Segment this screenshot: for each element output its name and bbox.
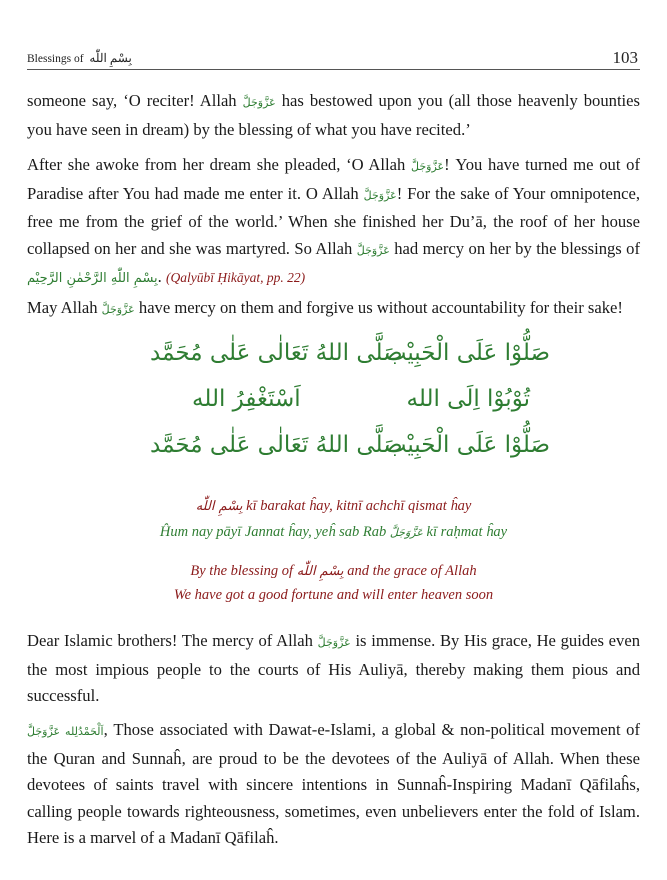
p2-text-e: . <box>157 267 166 286</box>
verse-bismillah: بِسْمِ اللّٰه <box>195 499 243 514</box>
verse-en-2: We have got a good fortune and will enter heaven soon <box>173 587 494 603</box>
salat-row-3 <box>150 432 550 472</box>
p3-text-b: have mercy on them and forgive us without accountability for their sake! <box>134 298 623 317</box>
honorific: عَزَّوَجَلَّ <box>101 303 135 316</box>
paragraph-1 <box>27 88 640 143</box>
verse-en-1-a: By the blessing of <box>190 563 297 579</box>
salat-block <box>150 340 550 475</box>
page-number: 103 <box>612 48 638 67</box>
p5-text-a: , Those associated with Dawat-e-Islami, a global & non-political movement of the Quran and Sunnaĥ, are proud to be the devotees of the Auliyā of Allah. When these devotees of saints travel with sincere intentions in Sunnaĥ-Inspiring Madanī Qāfilaĥs, calling people towards righteousness, sometimes, even unbelievers enter the fold of Islam. Here is a marvel of a Madanī Qāfilaĥ. <box>27 720 641 847</box>
alhamdulillah-inline: اَلْحَمْدُلِله عَزَّوَجَلَّ <box>27 725 104 738</box>
p3-text-a: May Allah <box>27 298 102 317</box>
salat-row-2 <box>150 386 550 426</box>
salat-response: صَلَّى اللهُ تَعَالٰى عَلٰى مُحَمَّد <box>150 432 403 458</box>
verse-urdu-line-2 <box>27 521 640 544</box>
verse-english-line-2 <box>27 584 640 606</box>
reference-citation: (Qalyūbī Ḥikāyat, pp. 22) <box>165 270 306 285</box>
verse-english-line-1 <box>27 560 640 583</box>
istighfar-response: اَسْتَغْفِرُ الله <box>192 386 301 412</box>
p2-text-d: had mercy on her by the blessings of <box>389 238 640 258</box>
p4-text-b: is immense. By His grace, He guides even the most impious people to the courts of His Auliyā, thereby making them pious and successful. <box>27 631 640 705</box>
honorific: عَزَّوَجَلَّ <box>356 243 390 257</box>
p4-text-a: Dear Islamic brothers! The mercy of Allah <box>27 631 318 650</box>
salat-call: صَلُّوْا عَلَى الْحَبِيْب <box>384 340 550 366</box>
header-title-arabic: بِسْمِ اللّٰه <box>89 51 132 65</box>
honorific: عَزَّوَجَلَّ <box>363 188 397 202</box>
salat-response: صَلَّى اللهُ تَعَالٰى عَلٰى مُحَمَّد <box>150 340 403 366</box>
verse-line-2-b: kī raḥmat ĥay <box>422 524 508 540</box>
verse-en-1-b: and the grace of Allah <box>343 563 477 579</box>
tawbah-call: تُوْبُوْا اِلَى الله <box>406 386 530 412</box>
verse-line-2-a: Ĥum nay pāyī Jannat ĥay, yeĥ sab Rab <box>159 524 390 540</box>
honorific: عَزَّوَجَلَّ <box>317 636 351 649</box>
verse-line-1-text: kī barakat ĥay, kitnī achchī qismat ĥay <box>242 498 472 514</box>
honorific: عَزَّوَجَلَّ <box>242 96 276 109</box>
header-title <box>27 51 132 66</box>
honorific: عَزَّوَجَلَّ <box>389 526 423 539</box>
p2-text-a: After she awoke from her dream she pleaded, ‘O Allah <box>27 155 412 174</box>
bismillah-inline: بِسْمِ اللّٰهِ الرَّحْمٰنِ الرَّحِيْم <box>27 271 158 286</box>
salat-call: صَلُّوْا عَلَى الْحَبِيْب <box>384 432 550 458</box>
header-divider <box>27 69 640 70</box>
paragraph-3 <box>27 295 640 324</box>
running-head <box>27 46 640 70</box>
header-title-text: Blessings of <box>27 53 84 65</box>
p2-text-b: ! You have turned me out of Paradise after You had made me enter it. O Allah <box>27 155 640 203</box>
paragraph-4 <box>27 628 640 710</box>
salat-row-1 <box>150 340 550 380</box>
paragraph-2 <box>27 152 640 293</box>
p1-text-b: has bestowed upon you (all those heavenly bounties you have seen in dream) by the blessing of what you have recited.’ <box>27 91 640 139</box>
p2-text-c: ! For the sake of Your omnipotence, free me from the grief of the world.’ When she finished her Du’ā, the roof of her house collapsed on her and she was martyred. So Allah <box>27 183 640 258</box>
verse-urdu-line-1 <box>27 495 640 518</box>
verse-bismillah: بِسْمِ اللّٰه <box>296 564 344 579</box>
honorific: عَزَّوَجَلَّ <box>411 160 445 173</box>
p1-text-a: someone say, ‘O reciter! Allah <box>27 91 243 110</box>
paragraph-5 <box>27 717 640 852</box>
